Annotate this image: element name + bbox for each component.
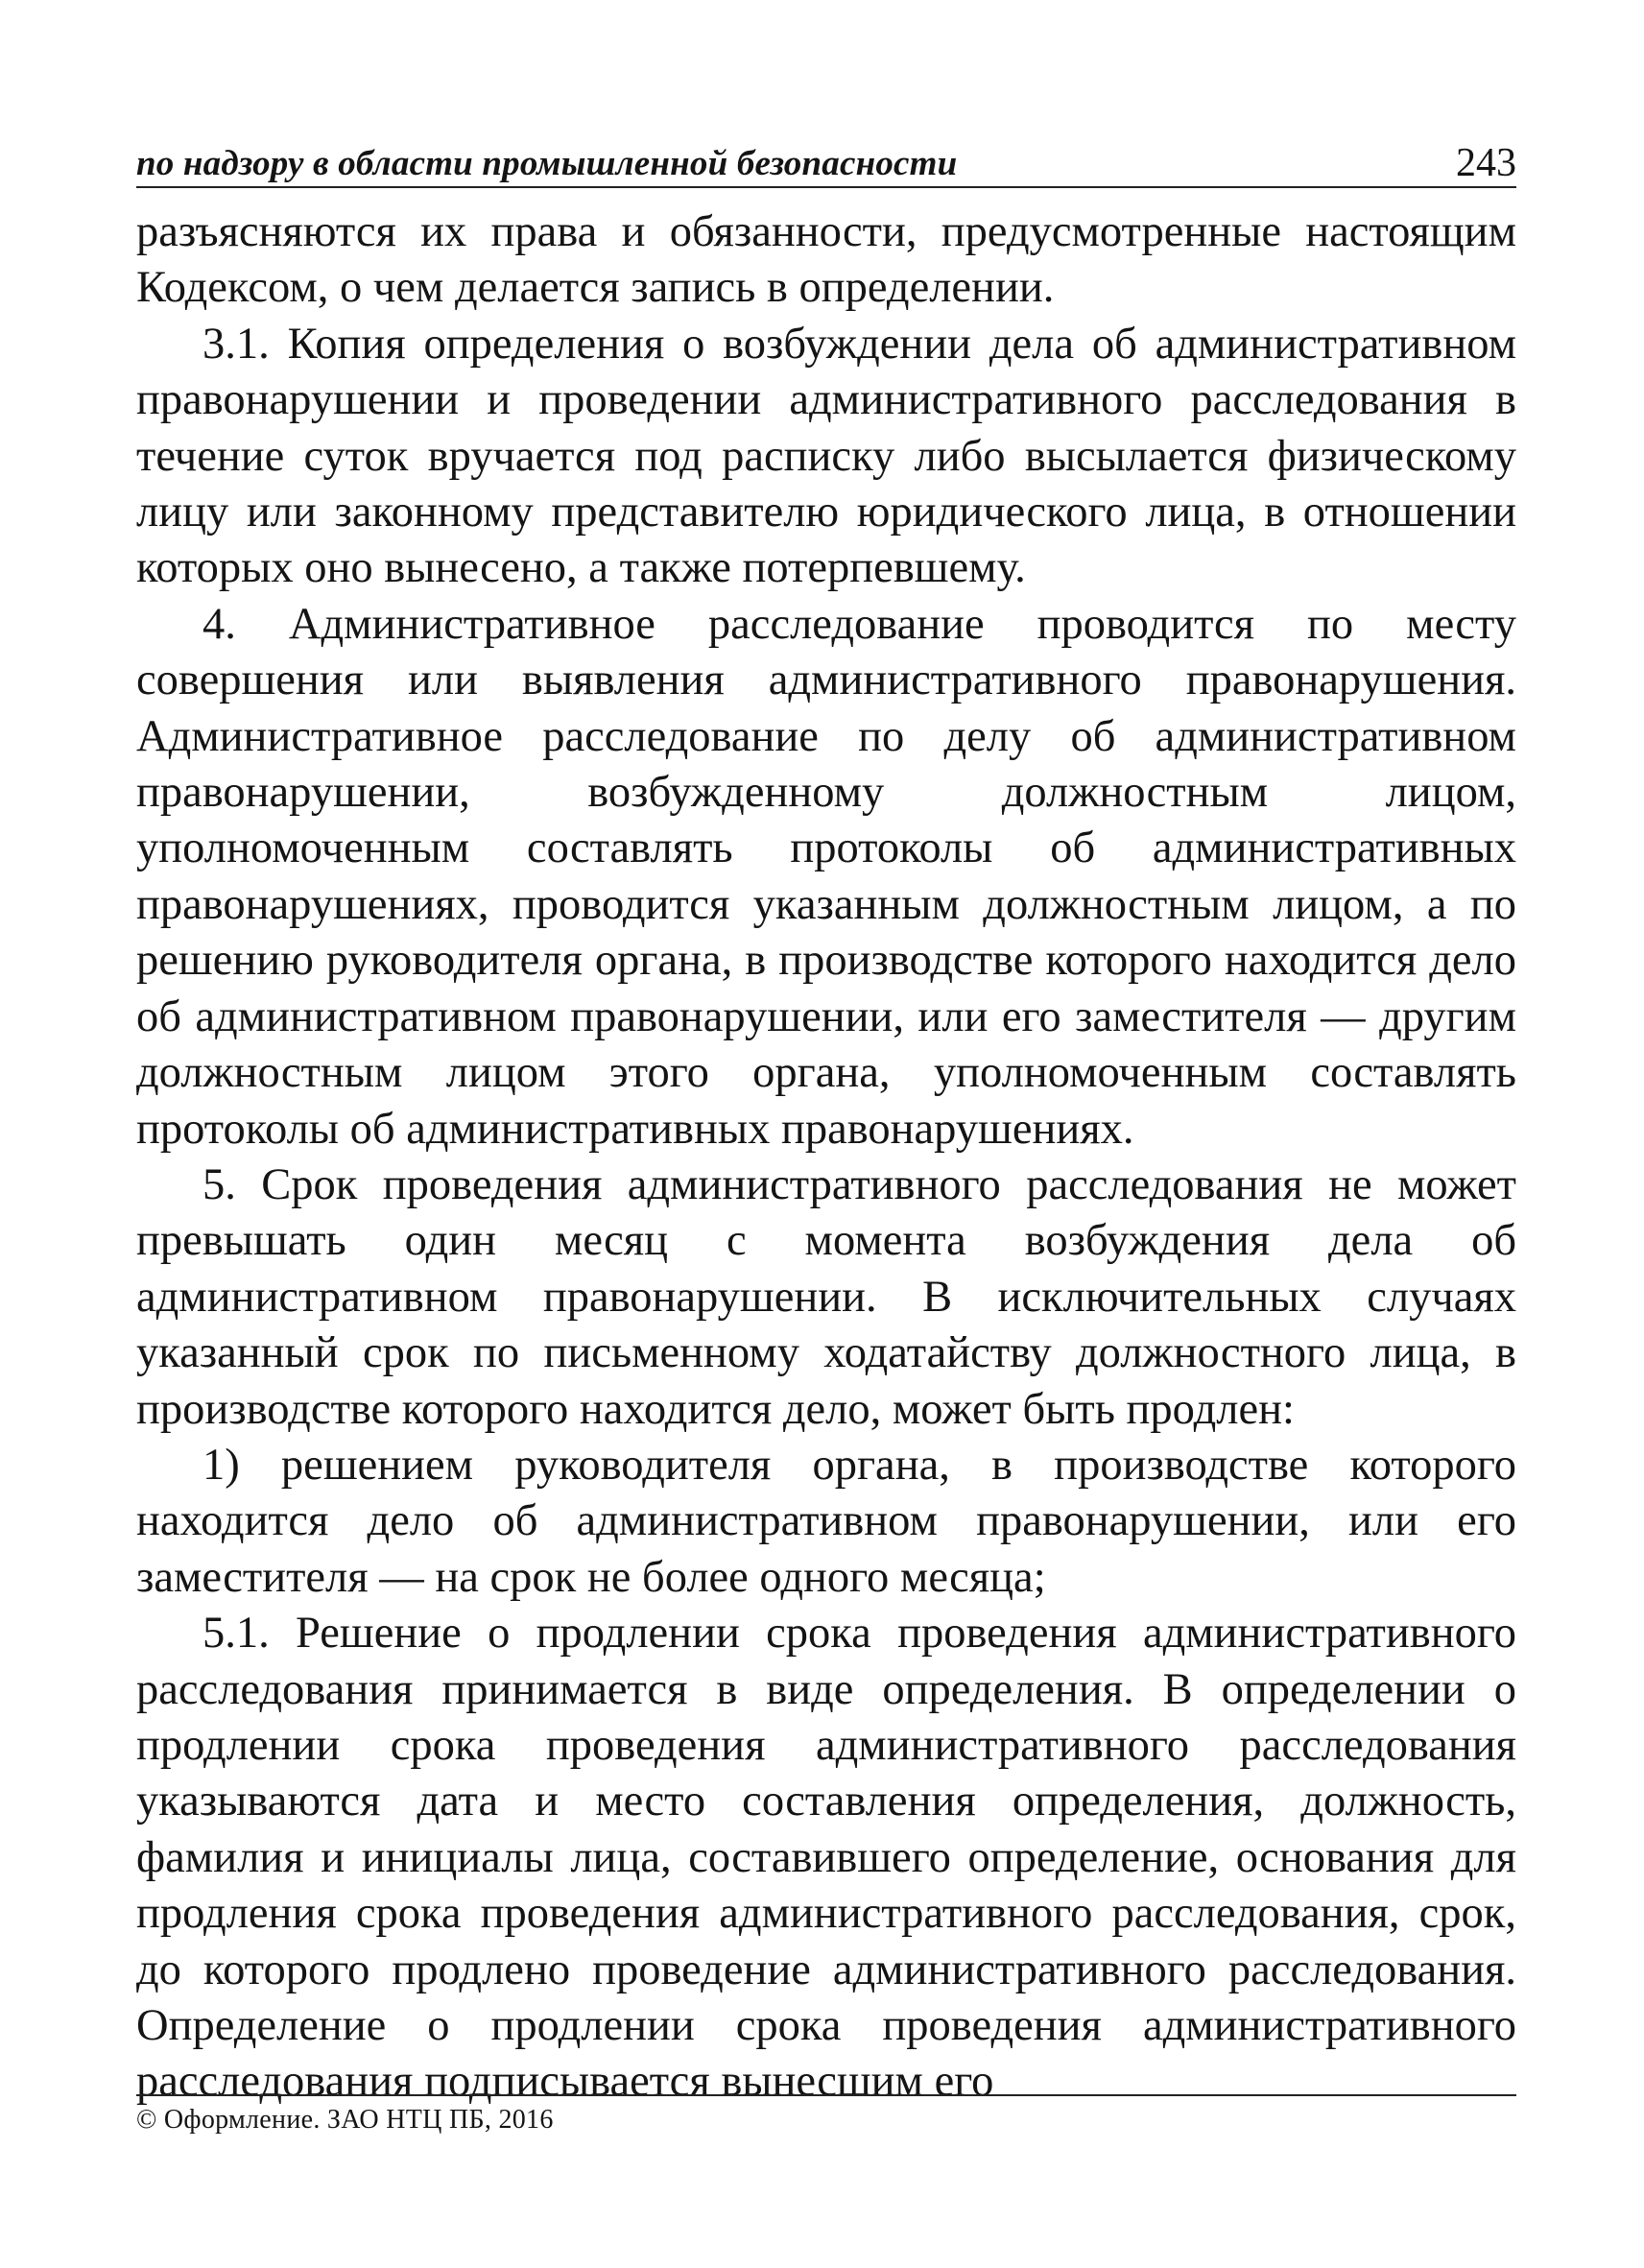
footer-copyright: © Оформление. ЗАО НТЦ ПБ, 2016 [136,2105,554,2135]
paragraph-5-1: 5.1. Решение о продлении срока проведения административного расследования принимается в виде определения. В определении о продлении срока проведения административного расследования указываются дата и место составления определения, должность, фамилия и инициалы лица, составившего определение, основания для продления срока проведения административного расследования, срок, до которого продлено проведение административного расследования. Определение о продлении срока проведения административного расследования подписывается вынесшим его [136,1609,1516,2107]
paragraph-4: 4. Административное расследование проводится по месту совершения или выявления административного правонарушения. Административное расследование по делу об административном правонарушении, возбужденному должностным лицом, уполномоченным составлять протоколы об административных правонарушениях, проводится указанным должностным лицом, а по решению руководителя органа, в производстве которого находится дело об административном правонарушении, или его заместителя — другим должностным лицом этого органа, уполномоченным составлять протоколы об административных правонарушениях. [136,599,1516,1154]
running-header-title: по надзору в области промышленной безопасности [136,144,958,183]
footer-divider [136,2094,1516,2096]
paragraph-5: 5. Срок проведения административного расследования не может превышать один месяц с момента возбуждения дела об административном правонарушении. В исключительных случаях указанный срок по письменному ходатайству должностного лица, в производстве которого находится дело, может быть продлен: [136,1159,1516,1434]
paragraph-3-1: 3.1. Копия определения о возбуждении дела об административном правонарушении и проведении административного расследования в течение суток вручается под расписку либо высылается физическому лицу или законному представителю юридического лица, в отношении которых оно вынесено, а также потерпевшему. [136,319,1516,593]
page-body [136,204,1516,2111]
paragraph-continuation: разъясняются их права и обязанности, предусмотренные настоящим Кодексом, о чем делается запись в определении. [136,207,1516,313]
running-header [136,142,1516,188]
paragraph-5-item-1: 1) решением руководителя органа, в производстве которого находится дело об административном правонарушении, или его заместителя — на срок не более одного месяца; [136,1440,1516,1602]
page-number: 243 [1456,141,1516,185]
